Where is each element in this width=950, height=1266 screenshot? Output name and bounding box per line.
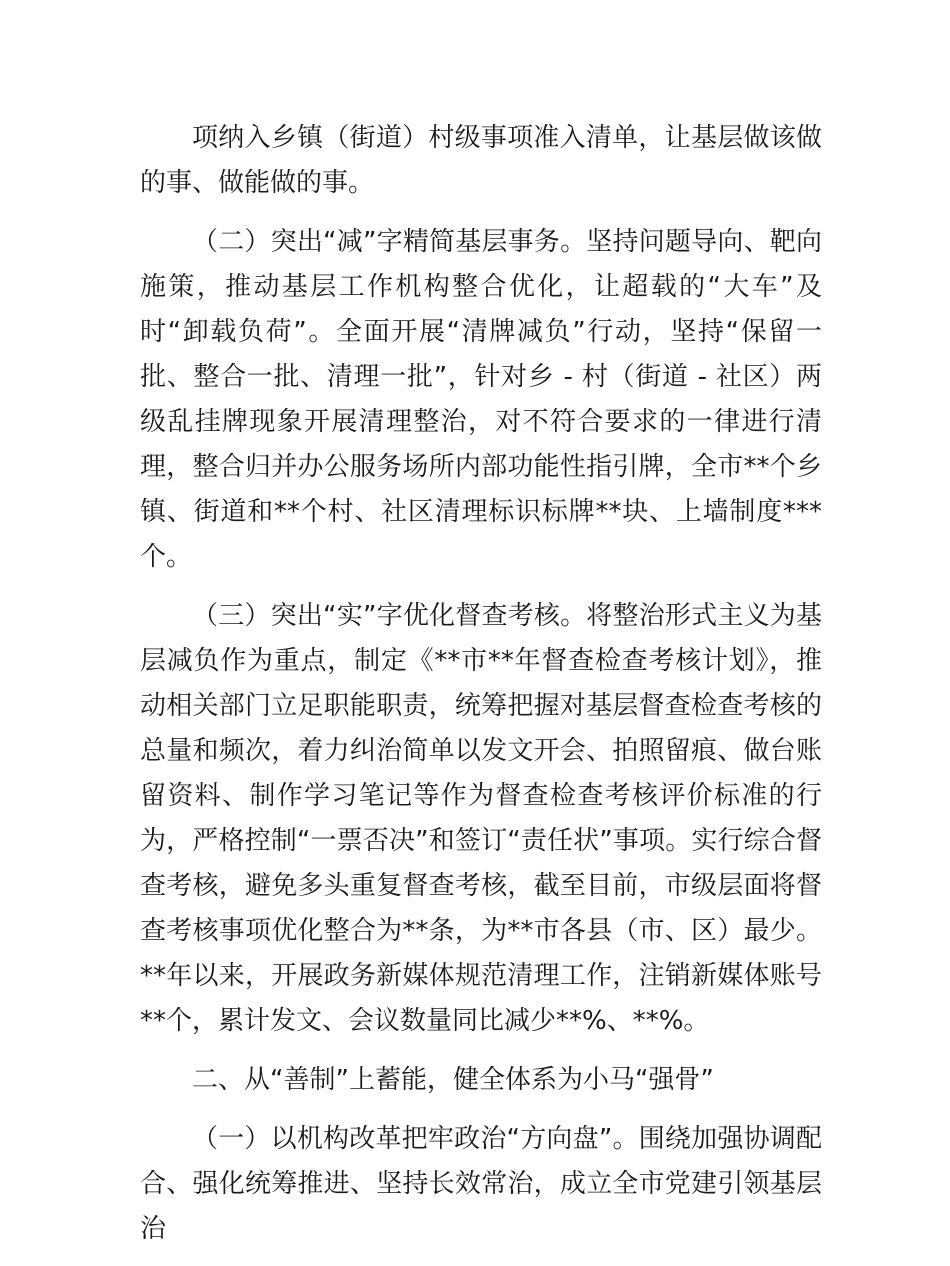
paragraph-section-2: （二）突出“减”字精简基层事务。坚持问题导向、靶向施策，推动基层工作机构整合优化，让超载的“大车”及时“卸载负荷”。全面开展“清牌减负”行动，坚持“保留一批、整合一批、清理一批”，针对乡 - 村（街道 - 社区）两级乱挂牌现象开展清理整治，对不符合要求的一律进行清理，整合归并办公服务场所内部功能性指引牌，全市**个乡镇、街道和**个村、社区清理标识标牌**块、上墙制度***个。	[140, 227, 822, 572]
paragraph-section-3: （三）突出“实”字优化督查考核。将整治形式主义为基层减负作为重点，制定《**市**年督查检查考核计划》，推动相关部门立足职能职责，统筹把握对基层督查检查考核的总量和频次，着力纠治简单以发文开会、拍照留痕、做台账留资料、制作学习笔记等作为督查检查考核评价标准的行为，严格控制“一票否决”和签订“责任状”事项。实行综合督查考核，避免多头重复督查考核，截至目前，市级层面将督查考核事项优化整合为**条，为**市各县（市、区）最少。**年以来，开展政务新媒体规范清理工作，注销新媒体账号**个，累计发文、会议数量同比减少**%、**%。	[140, 601, 822, 1036]
paragraph-part-two-section-1: （一）以机构改革把牢政治“方向盘”。围绕加强协调配合、强化统筹推进、坚持长效常治，成立全市党建引领基层治	[140, 1124, 822, 1244]
document-body	[140, 116, 822, 1266]
paragraph-continuation: 项纳入乡镇（街道）村级事项准入清单，让基层做该做的事、做能做的事。	[140, 123, 822, 198]
heading-part-two: 二、从“善制”上蓄能，健全体系为小马“强骨”	[192, 1065, 714, 1095]
